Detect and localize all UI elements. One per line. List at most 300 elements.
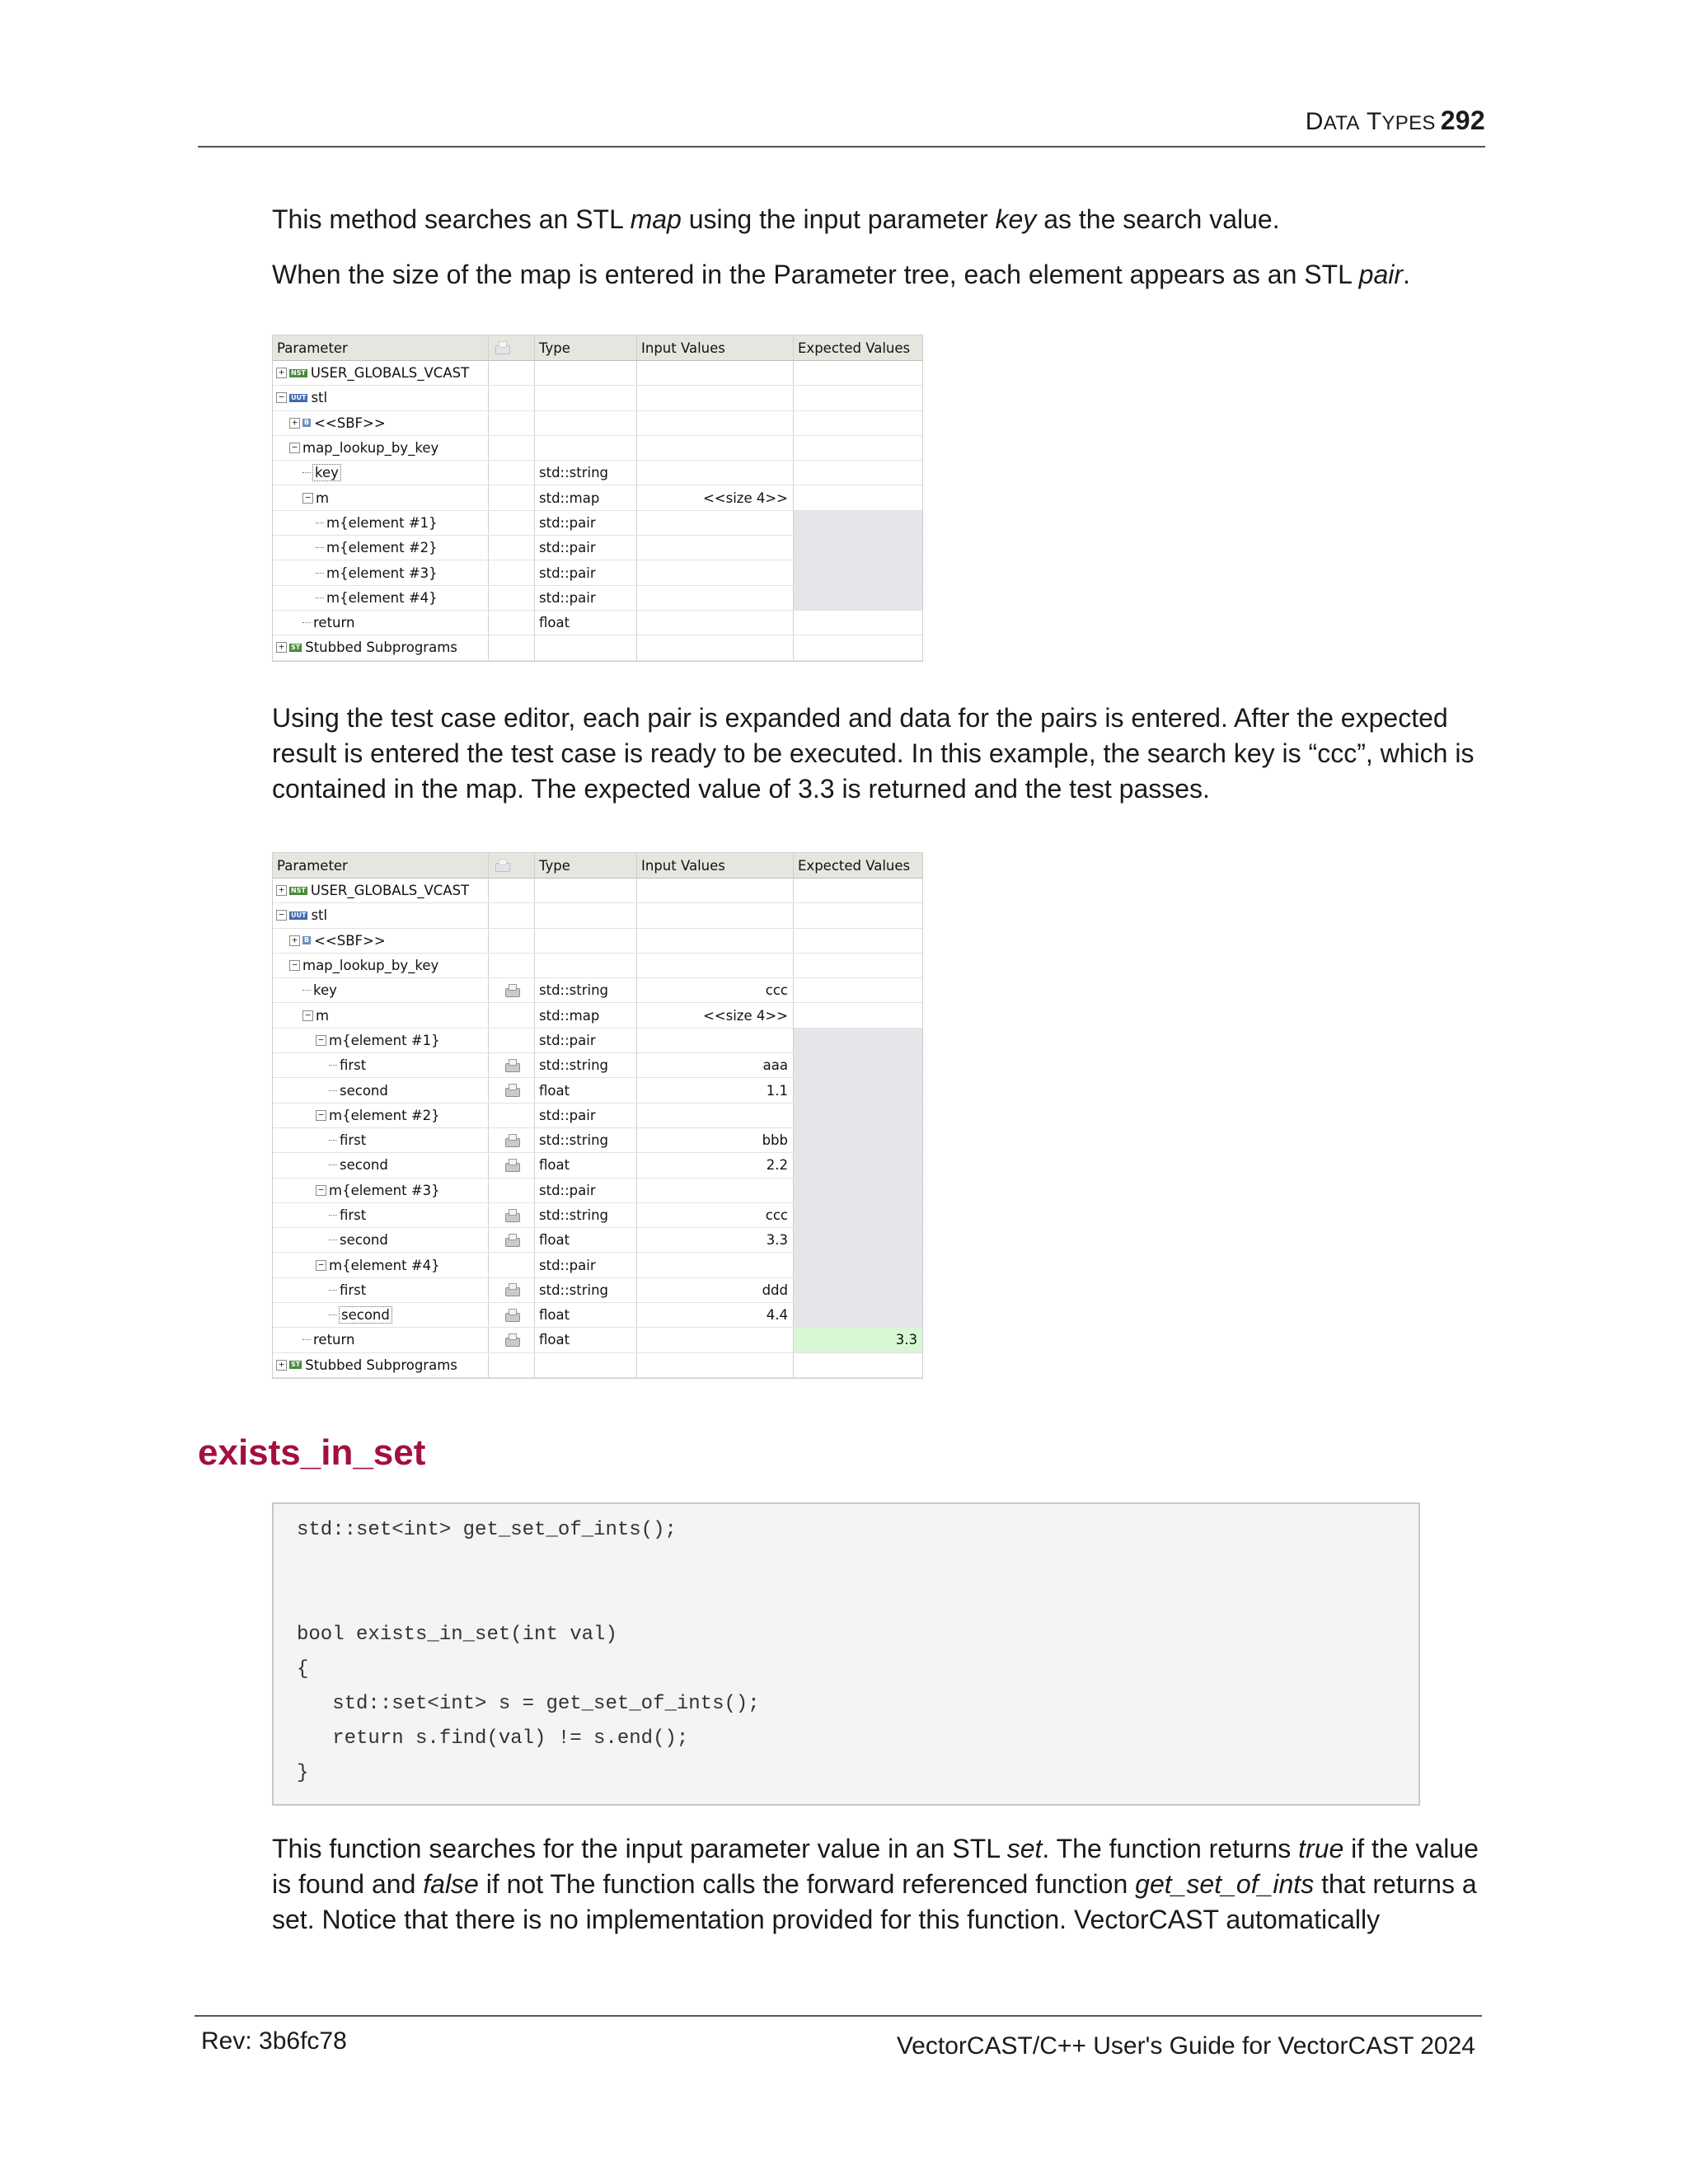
parameter-cell[interactable]	[273, 1353, 489, 1377]
print-cell[interactable]	[489, 1328, 535, 1352]
collapse-icon[interactable]: −	[316, 1260, 326, 1271]
expected-value-cell[interactable]	[794, 1303, 922, 1327]
node-label: map_lookup_by_key	[302, 958, 439, 974]
print-cell[interactable]	[489, 903, 535, 927]
tree-node[interactable]	[302, 611, 354, 635]
print-cell[interactable]	[489, 1029, 535, 1052]
tree-row[interactable]	[273, 1179, 922, 1203]
type-cell: std::string	[535, 1278, 637, 1302]
type-cell: std::pair	[535, 511, 637, 535]
input-value-cell[interactable]	[637, 1253, 794, 1277]
node-label: m{element #4}	[326, 589, 438, 606]
node-label: first	[340, 1132, 367, 1149]
tree-node[interactable]	[316, 511, 438, 535]
code-line: {	[297, 1658, 309, 1680]
tree-node[interactable]	[289, 954, 438, 977]
input-value-cell[interactable]: ddd	[637, 1278, 794, 1302]
parameter-tree-screenshot-1	[272, 335, 923, 662]
type-cell: float	[535, 1303, 637, 1327]
input-value-cell[interactable]: <<size 4>>	[637, 485, 794, 509]
print-cell[interactable]	[489, 1253, 535, 1277]
column-type[interactable]: Type	[535, 853, 637, 878]
print-cell[interactable]	[489, 485, 535, 509]
collapse-icon[interactable]: −	[302, 493, 313, 504]
tree-connector	[329, 1215, 337, 1216]
node-label: key	[315, 465, 339, 481]
printer-icon[interactable]	[503, 1158, 521, 1173]
tree-node[interactable]	[302, 461, 340, 485]
input-value-cell[interactable]	[637, 361, 794, 385]
tree-row[interactable]	[273, 461, 922, 485]
tree-connector	[329, 1140, 337, 1141]
collapse-icon[interactable]: −	[316, 1110, 326, 1121]
node-label: stl	[311, 390, 328, 406]
input-value-cell[interactable]	[637, 1104, 794, 1127]
type-cell	[535, 635, 637, 659]
expected-value-cell[interactable]	[794, 1228, 922, 1252]
tree-row[interactable]	[273, 536, 922, 560]
nst-badge-icon: NST	[291, 368, 306, 377]
parameter-cell[interactable]	[273, 1328, 489, 1352]
printer-icon[interactable]	[503, 983, 521, 998]
expected-value-cell[interactable]	[794, 436, 922, 460]
parameter-tree-screenshot-2	[272, 852, 923, 1379]
print-cell[interactable]	[489, 1078, 535, 1102]
expand-icon[interactable]: +	[276, 642, 287, 653]
type-cell: float	[535, 1328, 637, 1352]
uut-badge-icon: UUT	[291, 911, 307, 919]
node-label: USER_GLOBALS_VCAST	[310, 365, 470, 382]
tree-node[interactable]	[329, 1303, 392, 1327]
tree-row[interactable]	[273, 611, 922, 635]
code-line: return s.find(val) != s.end();	[297, 1727, 689, 1750]
tree-connector	[302, 622, 311, 623]
parameter-cell[interactable]	[273, 560, 489, 584]
collapse-icon[interactable]: −	[316, 1185, 326, 1196]
expected-value-cell[interactable]	[794, 1353, 922, 1377]
parameter-cell[interactable]	[273, 954, 489, 977]
node-label: second	[340, 1082, 388, 1099]
parameter-cell[interactable]	[273, 461, 489, 485]
input-value-cell[interactable]: 2.2	[637, 1153, 794, 1177]
collapse-icon[interactable]: −	[276, 392, 287, 403]
node-label: first	[340, 1207, 367, 1223]
input-value-cell[interactable]	[637, 436, 794, 460]
printer-icon	[493, 340, 511, 355]
node-label: map_lookup_by_key	[302, 440, 439, 457]
column-print[interactable]	[489, 335, 535, 360]
expected-value-cell[interactable]	[794, 1153, 922, 1177]
print-cell[interactable]	[489, 1003, 535, 1027]
header-rule	[198, 146, 1485, 148]
parameter-cell[interactable]	[273, 1303, 489, 1327]
type-cell: std::string	[535, 1203, 637, 1227]
code-line: bool exists_in_set(int val)	[297, 1624, 617, 1646]
tree-row[interactable]	[273, 361, 922, 386]
parameter-cell[interactable]	[273, 611, 489, 635]
parameter-cell[interactable]	[273, 1003, 489, 1027]
expected-value-cell[interactable]	[794, 611, 922, 635]
node-label: m{element #1}	[329, 1032, 440, 1048]
print-cell[interactable]	[489, 1203, 535, 1227]
tree-row[interactable]	[273, 1078, 922, 1103]
parameter-cell[interactable]	[273, 903, 489, 927]
tree-node[interactable]	[276, 903, 327, 927]
parameter-cell[interactable]	[273, 879, 489, 902]
parameter-cell[interactable]	[273, 586, 489, 610]
input-value-cell[interactable]	[637, 1179, 794, 1202]
column-expected-values[interactable]: Expected Values	[798, 340, 911, 356]
test-case-editor-paragraph: Using the test case editor, each pair is expanded and data for the pairs is entered. After the expected result is entered the test case is ready to be executed. In this example, the search key is “ccc”, which is contained in the map. The expected value of 3.3 is returned and the test passes.	[272, 703, 1475, 804]
print-cell[interactable]	[489, 954, 535, 977]
column-input-values[interactable]: Input Values	[637, 335, 794, 360]
expected-value-cell[interactable]	[794, 1253, 922, 1277]
print-cell[interactable]	[489, 361, 535, 385]
parameter-cell[interactable]	[273, 1203, 489, 1227]
parameter-cell[interactable]	[273, 1029, 489, 1052]
parameter-cell[interactable]	[273, 1253, 489, 1277]
tree-node[interactable]	[329, 1128, 366, 1152]
expected-value-cell[interactable]	[794, 1003, 922, 1027]
expected-value-cell[interactable]	[794, 361, 922, 385]
tree-node[interactable]	[289, 411, 386, 435]
parameter-cell[interactable]	[273, 635, 489, 659]
type-cell	[535, 879, 637, 902]
tree-node[interactable]	[289, 929, 386, 953]
print-cell[interactable]	[489, 929, 535, 953]
input-value-cell[interactable]	[637, 586, 794, 610]
parameter-cell[interactable]	[273, 361, 489, 385]
print-cell[interactable]	[489, 1353, 535, 1377]
tree-row[interactable]	[273, 879, 922, 903]
print-cell[interactable]	[489, 536, 535, 560]
expand-icon[interactable]: +	[289, 935, 300, 946]
print-cell[interactable]	[489, 1104, 535, 1127]
printer-icon[interactable]	[503, 1208, 521, 1223]
input-value-cell[interactable]	[637, 1328, 794, 1352]
parameter-cell[interactable]	[273, 485, 489, 509]
type-cell	[535, 1353, 637, 1377]
type-cell: float	[535, 1078, 637, 1102]
collapse-icon[interactable]: −	[289, 960, 300, 971]
expected-value-cell[interactable]	[794, 1179, 922, 1202]
tree-row[interactable]	[273, 1153, 922, 1178]
type-cell	[535, 386, 637, 410]
tree-row[interactable]	[273, 903, 922, 928]
print-cell[interactable]	[489, 1128, 535, 1152]
tree-row[interactable]	[273, 1228, 922, 1253]
print-cell[interactable]	[489, 1228, 535, 1252]
expected-value-cell[interactable]	[794, 461, 922, 485]
printer-icon[interactable]	[503, 1282, 521, 1297]
input-value-cell[interactable]: 4.4	[637, 1303, 794, 1327]
tree-connector	[316, 573, 324, 574]
expected-value-cell[interactable]	[794, 485, 922, 509]
tree-row[interactable]	[273, 436, 922, 461]
input-value-cell[interactable]	[637, 560, 794, 584]
input-value-cell[interactable]: ccc	[637, 1203, 794, 1227]
parameter-cell[interactable]	[273, 436, 489, 460]
input-value-cell[interactable]: 3.3	[637, 1228, 794, 1252]
expected-value-cell[interactable]	[794, 1128, 922, 1152]
tree-node[interactable]	[302, 1328, 354, 1352]
input-value-cell[interactable]	[637, 1029, 794, 1052]
parameter-cell[interactable]	[273, 511, 489, 535]
expected-value-cell[interactable]	[794, 411, 922, 435]
type-cell	[535, 903, 637, 927]
tree-node[interactable]	[302, 978, 337, 1002]
print-cell[interactable]	[489, 586, 535, 610]
tree-row[interactable]	[273, 1104, 922, 1128]
expand-icon[interactable]: +	[289, 418, 300, 429]
collapse-icon[interactable]: −	[302, 1010, 313, 1021]
print-cell[interactable]	[489, 1303, 535, 1327]
print-cell[interactable]	[489, 511, 535, 535]
expected-value-cell[interactable]	[794, 635, 922, 659]
tree-node[interactable]	[276, 1353, 457, 1377]
tree-row[interactable]	[273, 978, 922, 1003]
type-cell: std::pair	[535, 586, 637, 610]
print-cell[interactable]	[489, 611, 535, 635]
tree-row[interactable]	[273, 560, 922, 585]
input-value-cell[interactable]	[637, 611, 794, 635]
tree-row[interactable]	[273, 586, 922, 611]
printer-icon[interactable]	[503, 1233, 521, 1248]
tree-row[interactable]	[273, 485, 922, 510]
input-value-cell[interactable]: aaa	[637, 1053, 794, 1077]
tree-node[interactable]	[316, 536, 438, 560]
tree-node[interactable]	[329, 1053, 366, 1077]
collapse-icon[interactable]: −	[276, 910, 287, 921]
column-parameter[interactable]: Parameter	[273, 853, 489, 878]
input-value-cell[interactable]	[637, 929, 794, 953]
expected-value-cell[interactable]	[794, 1029, 922, 1052]
tree-node[interactable]	[276, 879, 469, 902]
parameter-cell[interactable]	[273, 1053, 489, 1077]
column-input-values[interactable]: Input Values	[637, 853, 794, 878]
parameter-cell[interactable]	[273, 411, 489, 435]
tree-row[interactable]	[273, 411, 922, 436]
input-value-cell[interactable]: <<size 4>>	[637, 1003, 794, 1027]
expand-icon[interactable]: +	[276, 1360, 287, 1371]
parameter-cell[interactable]	[273, 1228, 489, 1252]
parameter-cell[interactable]	[273, 1278, 489, 1302]
expected-value-cell[interactable]	[794, 903, 922, 927]
input-value-cell[interactable]	[637, 903, 794, 927]
tree-row[interactable]	[273, 511, 922, 536]
print-cell[interactable]	[489, 411, 535, 435]
tree-node[interactable]	[329, 1278, 366, 1302]
intro-paragraph-2: When the size of the map is entered in the Parameter tree, each element appears as an STL pair.	[272, 260, 1410, 289]
expected-value-cell[interactable]	[794, 954, 922, 977]
expand-icon[interactable]: +	[276, 368, 287, 378]
type-cell	[535, 954, 637, 977]
nst-badge-icon: NST	[291, 886, 306, 894]
type-cell: std::pair	[535, 1253, 637, 1277]
column-type[interactable]: Type	[535, 335, 637, 360]
print-cell[interactable]	[489, 560, 535, 584]
tree-node[interactable]	[302, 485, 329, 509]
printer-icon[interactable]	[503, 1083, 521, 1098]
print-cell[interactable]	[489, 386, 535, 410]
input-value-cell[interactable]	[637, 536, 794, 560]
collapse-icon[interactable]: −	[316, 1035, 326, 1046]
table-header-row	[273, 853, 922, 879]
printer-icon[interactable]	[503, 1133, 521, 1148]
tree-row[interactable]	[273, 1053, 922, 1078]
tree-node[interactable]	[329, 1078, 388, 1102]
collapse-icon[interactable]: −	[289, 443, 300, 453]
print-cell[interactable]	[489, 1278, 535, 1302]
tree-connector	[302, 1339, 311, 1340]
tree-row[interactable]	[273, 1353, 922, 1378]
node-label: Stubbed Subprograms	[305, 640, 457, 656]
tree-node[interactable]	[289, 436, 438, 460]
footer-guide-title: VectorCAST/C++ User's Guide for VectorCAST 2024	[896, 2032, 1475, 2060]
input-value-cell[interactable]	[637, 879, 794, 902]
tree-node[interactable]	[276, 386, 327, 410]
closing-paragraph: This function searches for the input parameter value in an STL set. The function returns true if the value is found and false if not The function calls the forward referenced function get_set_of_ints that returns a set. Notice that there is no implementation provided for this function. VectorCAST automatically	[272, 1834, 1479, 1934]
print-cell[interactable]	[489, 635, 535, 659]
node-label: m{element #1}	[326, 514, 438, 531]
column-expected-values[interactable]: Expected Values	[798, 857, 911, 874]
expected-value-cell[interactable]	[794, 1203, 922, 1227]
printer-icon[interactable]	[503, 1058, 521, 1073]
tree-node[interactable]	[316, 1253, 440, 1277]
node-label: m{element #3}	[329, 1182, 440, 1198]
parameter-cell[interactable]	[273, 1104, 489, 1127]
input-value-cell[interactable]	[637, 511, 794, 535]
printer-icon[interactable]	[503, 1308, 521, 1323]
parameter-cell[interactable]	[273, 536, 489, 560]
type-cell: std::string	[535, 461, 637, 485]
input-value-cell[interactable]	[637, 635, 794, 659]
input-value-cell[interactable]	[637, 1353, 794, 1377]
type-cell	[535, 436, 637, 460]
input-value-cell[interactable]	[637, 411, 794, 435]
parameter-cell[interactable]	[273, 1078, 489, 1102]
st-badge-icon: ST	[291, 1361, 301, 1369]
print-cell[interactable]	[489, 461, 535, 485]
expected-value-cell[interactable]	[794, 536, 922, 560]
type-cell: std::map	[535, 485, 637, 509]
print-cell[interactable]	[489, 436, 535, 460]
section-heading: exists_in_set	[198, 1432, 426, 1473]
tree-row[interactable]	[273, 1203, 922, 1228]
parameter-cell[interactable]	[273, 1179, 489, 1202]
tree-row[interactable]	[273, 1128, 922, 1153]
tree-row[interactable]	[273, 1003, 922, 1028]
print-cell[interactable]	[489, 1153, 535, 1177]
uut-badge-icon: UUT	[291, 393, 307, 401]
tree-node[interactable]	[316, 560, 438, 584]
type-cell: std::pair	[535, 1179, 637, 1202]
expected-value-cell[interactable]	[794, 929, 922, 953]
tree-row[interactable]	[273, 1029, 922, 1053]
column-parameter[interactable]: Parameter	[273, 335, 489, 360]
type-cell: std::string	[535, 1053, 637, 1077]
tree-node[interactable]	[329, 1203, 366, 1227]
print-cell[interactable]	[489, 879, 535, 902]
input-value-cell[interactable]	[637, 461, 794, 485]
tree-row[interactable]	[273, 1328, 922, 1352]
tree-row[interactable]	[273, 1253, 922, 1277]
parameter-cell[interactable]	[273, 929, 489, 953]
tree-row[interactable]	[273, 929, 922, 954]
parameter-cell[interactable]	[273, 1128, 489, 1152]
input-value-cell[interactable]	[637, 954, 794, 977]
tree-node[interactable]	[316, 1104, 440, 1127]
input-value-cell[interactable]: 1.1	[637, 1078, 794, 1102]
print-cell[interactable]	[489, 1053, 535, 1077]
type-cell: float	[535, 1153, 637, 1177]
node-label: m	[316, 1007, 330, 1024]
tree-node[interactable]	[302, 1003, 329, 1027]
expected-value-cell[interactable]	[794, 386, 922, 410]
node-label: first	[340, 1057, 367, 1074]
tree-node[interactable]	[276, 361, 469, 385]
node-label: return	[313, 1332, 355, 1348]
node-label: m	[316, 490, 330, 506]
expected-value-cell[interactable]	[794, 511, 922, 535]
tree-node[interactable]	[276, 635, 457, 659]
column-print[interactable]	[489, 853, 535, 878]
tree-connector	[329, 1065, 337, 1066]
expected-value-cell[interactable]	[794, 560, 922, 584]
tree-node[interactable]	[329, 1153, 388, 1177]
parameter-cell[interactable]	[273, 978, 489, 1002]
tree-row[interactable]	[273, 635, 922, 660]
expected-value-cell[interactable]	[794, 586, 922, 610]
print-cell[interactable]	[489, 1179, 535, 1202]
input-value-cell[interactable]: bbb	[637, 1128, 794, 1152]
expected-value-cell[interactable]	[794, 879, 922, 902]
print-cell[interactable]	[489, 978, 535, 1002]
footer-rule	[195, 2015, 1482, 2017]
input-value-cell[interactable]	[637, 386, 794, 410]
node-label: m{element #2}	[326, 540, 438, 556]
expected-value-cell[interactable]	[794, 1278, 922, 1302]
code-line: }	[297, 1762, 309, 1784]
parameter-cell[interactable]	[273, 1153, 489, 1177]
tree-row[interactable]	[273, 1278, 922, 1303]
type-cell: std::map	[535, 1003, 637, 1027]
expected-value-cell[interactable]	[794, 1053, 922, 1077]
tree-row[interactable]	[273, 954, 922, 978]
expected-value-cell[interactable]	[794, 1104, 922, 1127]
tree-row[interactable]	[273, 386, 922, 410]
printer-icon[interactable]	[503, 1333, 521, 1347]
input-value-cell[interactable]: ccc	[637, 978, 794, 1002]
node-label: second	[340, 1232, 388, 1249]
tree-connector	[302, 472, 311, 473]
expected-value-cell[interactable]: 3.3	[794, 1328, 922, 1352]
tree-node[interactable]	[316, 586, 438, 610]
expected-value-cell[interactable]	[794, 978, 922, 1002]
tree-node[interactable]	[329, 1228, 388, 1252]
node-label: <<SBF>>	[314, 932, 386, 949]
tree-connector	[329, 1090, 337, 1091]
tree-node[interactable]	[316, 1179, 440, 1202]
parameter-cell[interactable]	[273, 386, 489, 410]
expand-icon[interactable]: +	[276, 885, 287, 896]
node-label: second	[341, 1307, 390, 1324]
type-cell: std::pair	[535, 560, 637, 584]
tree-node[interactable]	[316, 1029, 440, 1052]
printer-icon	[493, 858, 511, 873]
expected-value-cell[interactable]	[794, 1078, 922, 1102]
tree-row[interactable]	[273, 1303, 922, 1328]
